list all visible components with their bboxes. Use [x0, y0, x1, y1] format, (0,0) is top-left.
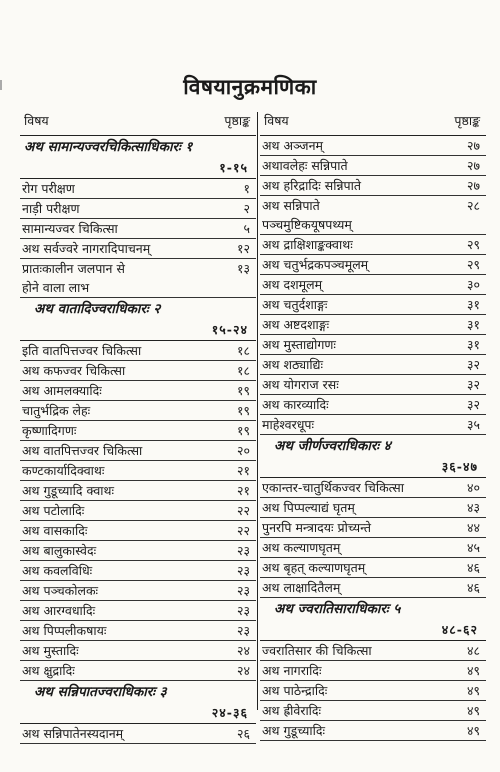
entry-page-number: ३२: [466, 377, 480, 392]
entry-page-number: ३५: [466, 417, 480, 432]
entry-list: [20, 724, 256, 744]
entry-list: [20, 179, 256, 298]
entry-title: अथ गुडूच्यादि क्वाथः: [22, 483, 115, 498]
entry-title: अथ सन्निपाते पञ्चमुष्टिकयूषपथ्यम्: [262, 198, 352, 232]
index-entry: [20, 481, 256, 501]
entry-page-number: १९: [236, 423, 250, 438]
index-entry: [260, 136, 486, 156]
header-subject: विषय: [24, 113, 49, 128]
entry-title: अथ मुस्तादिः: [22, 643, 79, 658]
entry-page-number: ३१: [466, 337, 480, 352]
entry-page-number: २१: [236, 463, 250, 478]
index-entry: [20, 541, 256, 561]
entry-page-number: ५: [243, 221, 250, 236]
section-heading: अथ वातादिज्वराधिकारः २: [34, 301, 161, 317]
entry-title: सामान्यज्वर चिकित्सा: [22, 221, 118, 236]
entry-title: अथ मुस्ताद्योगणः: [262, 337, 336, 352]
entry-title: नाड़ी परीक्षण: [22, 201, 80, 216]
index-entry: [260, 558, 486, 578]
entry-page-number: ३०: [466, 277, 480, 292]
entry-title: पुनरपि मन्त्रादयः प्रोच्यन्ते: [262, 520, 372, 535]
entry-list: [260, 136, 486, 435]
entry-title: रोग परीक्षण: [22, 181, 75, 196]
right-column: [260, 111, 486, 741]
index-entry: [260, 275, 486, 295]
index-entry: [20, 381, 256, 401]
entry-title: अथ सर्वज्वरे नागरादिपाचनम्: [22, 241, 151, 256]
entry-page-number: १२: [236, 241, 250, 256]
entry-title: अथ कल्याणघृतम्: [262, 540, 341, 555]
column-divider: [257, 112, 258, 710]
entry-title: अथ नागरादिः: [262, 663, 322, 678]
entry-list: [260, 641, 486, 741]
index-entry: [20, 441, 256, 461]
entry-page-number: ४५: [466, 540, 480, 555]
entry-title: एकान्तर-चातुर्थिकज्वर चिकित्सा: [262, 480, 404, 495]
index-entry: [20, 641, 256, 661]
index-entry: [20, 401, 256, 421]
entry-page-number: १९: [236, 383, 250, 398]
page-title: विषयानुक्रमणिका: [183, 75, 317, 99]
entry-title: अथ सन्निपातेनस्यदानम्: [22, 726, 124, 741]
index-entry: [260, 176, 486, 196]
entry-page-number: ४६: [466, 580, 480, 595]
index-entry: [260, 315, 486, 335]
index-entry: [260, 721, 486, 741]
index-entry: [260, 518, 486, 538]
index-entry: [260, 415, 486, 435]
entry-page-number: २३: [236, 543, 250, 558]
section-heading: अथ जीर्णज्वराधिकारः ४: [274, 438, 391, 454]
entry-page-number: ४९: [466, 723, 480, 738]
right-header: [260, 111, 486, 136]
index-entry: [20, 361, 256, 381]
index-entry: [20, 661, 256, 681]
section-range: ४८-६२: [260, 620, 486, 641]
entry-page-number: १: [243, 181, 250, 196]
entry-page-number: ४८: [466, 643, 480, 658]
entry-title: अथ अञ्जनम्: [262, 138, 323, 153]
section-range: ३६-४७: [260, 457, 486, 478]
index-entry: [260, 235, 486, 255]
entry-page-number: ३१: [466, 317, 480, 332]
entry-title: अथ क्षुद्रादिः: [22, 663, 75, 678]
entry-page-number: ४३: [466, 500, 480, 515]
entry-title: अथ आमलक्यादिः: [22, 383, 102, 398]
index-entry: [20, 259, 256, 298]
entry-title: अथ द्राक्षिशाङ्कक्वाथः: [262, 237, 353, 252]
left-column: [20, 111, 256, 744]
index-entry: [20, 724, 256, 744]
entry-title: चातुर्भद्रिक लेहः: [22, 403, 91, 418]
entry-title: कण्टकार्यादिक्वाथः: [22, 463, 105, 478]
index-entry: [260, 681, 486, 701]
entry-page-number: ४६: [466, 560, 480, 575]
entry-title: अथ योगराज रसः: [262, 377, 339, 392]
entry-title: इति वातपित्तज्वर चिकित्सा: [22, 343, 142, 358]
entry-list: [260, 478, 486, 598]
index-entry: [260, 295, 486, 315]
index-entry: [20, 601, 256, 621]
index-entry: [260, 395, 486, 415]
entry-page-number: १३: [236, 261, 250, 276]
entry-title: ज्वरातिसार की चिकित्सा: [262, 643, 372, 658]
index-entry: [20, 581, 256, 601]
entry-page-number: ४९: [466, 663, 480, 678]
section-heading: अथ ज्वरातिसाराधिकारः ५: [274, 601, 401, 617]
entry-page-number: ३२: [466, 397, 480, 412]
entry-title: अथ वातपित्तज्वर चिकित्सा: [22, 443, 143, 458]
index-entry: [20, 461, 256, 481]
entry-page-number: २३: [236, 623, 250, 638]
entry-title: अथ पाठेन्द्रादिः: [262, 683, 328, 698]
entry-page-number: २१: [236, 483, 250, 498]
entry-page-number: ४९: [466, 683, 480, 698]
entry-title: अथ बालुकास्वेदः: [22, 543, 97, 558]
index-entry: [260, 538, 486, 558]
index-entry: [260, 375, 486, 395]
index-entry: [20, 621, 256, 641]
entry-page-number: २४: [236, 663, 250, 678]
entry-title: अथ ह्रीवेरादिः: [262, 703, 322, 718]
index-entry: [260, 355, 486, 375]
entry-page-number: १८: [236, 343, 250, 358]
entry-page-number: ३१: [466, 297, 480, 312]
entry-page-number: १९: [236, 403, 250, 418]
index-entry: [20, 421, 256, 441]
header-page: पृष्ठाङ्क: [454, 113, 480, 128]
header-subject: विषय: [264, 113, 289, 128]
index-entry: [20, 561, 256, 581]
entry-title: कृष्णादिगणः: [22, 423, 77, 438]
index-entry: [260, 498, 486, 518]
index-entry: [260, 255, 486, 275]
index-entry: [20, 219, 256, 239]
index-entry: [20, 239, 256, 259]
entry-title: अथावलेहः सन्निपाते: [262, 158, 348, 173]
entry-page-number: २३: [236, 603, 250, 618]
header-page: पृष्ठाङ्क: [224, 113, 250, 128]
entry-title: अथ लाक्षादितैलम्: [262, 580, 341, 595]
entry-title: अथ पञ्चकोलकः: [22, 583, 99, 598]
entry-title: अथ दशमूलम्: [262, 277, 323, 292]
index-entry: [260, 196, 486, 235]
entry-title: अथ हरिद्रादिः सन्निपाते: [262, 178, 362, 193]
section-range: १५-२४: [20, 320, 256, 341]
entry-page-number: ४०: [466, 480, 480, 495]
entry-page-number: १८: [236, 363, 250, 378]
index-entry: [260, 478, 486, 498]
entry-title: अथ कारव्यादिः: [262, 397, 329, 412]
section-range: २४-३६: [20, 703, 256, 724]
entry-title: प्रातःकालीन जलपान से होने वाला लाभ: [22, 261, 125, 295]
entry-list: [20, 341, 256, 681]
entry-title: अथ पिप्पलीकषायः: [22, 623, 107, 638]
index-entry: [260, 661, 486, 681]
entry-title: अथ शठ्याद्यिः: [262, 357, 323, 372]
entry-title: अथ पिप्पल्याद्यं घृतम्: [262, 500, 355, 515]
entry-title: अथ चतुर्दशाङ्गः: [262, 297, 328, 312]
entry-page-number: ३२: [466, 357, 480, 372]
section-heading: अथ सन्निपातज्वराधिकारः ३: [34, 684, 167, 700]
entry-page-number: २९: [466, 237, 480, 252]
index-entry: [260, 641, 486, 661]
entry-title: अथ गुडूच्यादिः: [262, 723, 326, 738]
entry-title: अथ अष्टदशाङ्गः: [262, 317, 330, 332]
entry-title: अथ कफज्वर चिकित्सा: [22, 363, 126, 378]
entry-title: अथ बृहत् कल्याणघृतम्: [262, 560, 366, 575]
entry-title: अथ पटोलादिः: [22, 503, 85, 518]
entry-page-number: २०: [236, 443, 250, 458]
index-entry: [260, 701, 486, 721]
entry-page-number: २९: [466, 257, 480, 272]
index-entry: [260, 335, 486, 355]
entry-page-number: २३: [236, 583, 250, 598]
entry-title: अथ कवलविधिः: [22, 563, 93, 578]
left-header: [20, 111, 256, 136]
entry-page-number: २२: [236, 523, 250, 538]
index-entry: [20, 179, 256, 199]
entry-page-number: २७: [466, 178, 480, 193]
section-heading: अथ सामान्यज्वरचिकित्साधिकारः १: [24, 139, 193, 155]
entry-title: माहेश्वरधूपः: [262, 417, 315, 432]
entry-page-number: २: [243, 201, 250, 216]
index-entry: [260, 578, 486, 598]
entry-title: अथ चतुर्भद्रकपञ्चमूलम्: [262, 257, 369, 272]
entry-page-number: २७: [466, 158, 480, 173]
index-entry: [20, 501, 256, 521]
entry-page-number: २८: [466, 198, 480, 213]
entry-page-number: ४४: [466, 520, 480, 535]
entry-page-number: २४: [236, 643, 250, 658]
entry-page-number: २३: [236, 563, 250, 578]
index-entry: [260, 156, 486, 176]
entry-page-number: २६: [236, 726, 250, 741]
index-entry: [20, 521, 256, 541]
entry-title: अथ आरग्वधादिः: [22, 603, 96, 618]
entry-page-number: २२: [236, 503, 250, 518]
index-entry: [20, 341, 256, 361]
index-entry: [20, 199, 256, 219]
entry-page-number: ४९: [466, 703, 480, 718]
entry-page-number: २७: [466, 138, 480, 153]
section-range: १-१५: [20, 158, 256, 179]
entry-title: अथ वासकादिः: [22, 523, 88, 538]
